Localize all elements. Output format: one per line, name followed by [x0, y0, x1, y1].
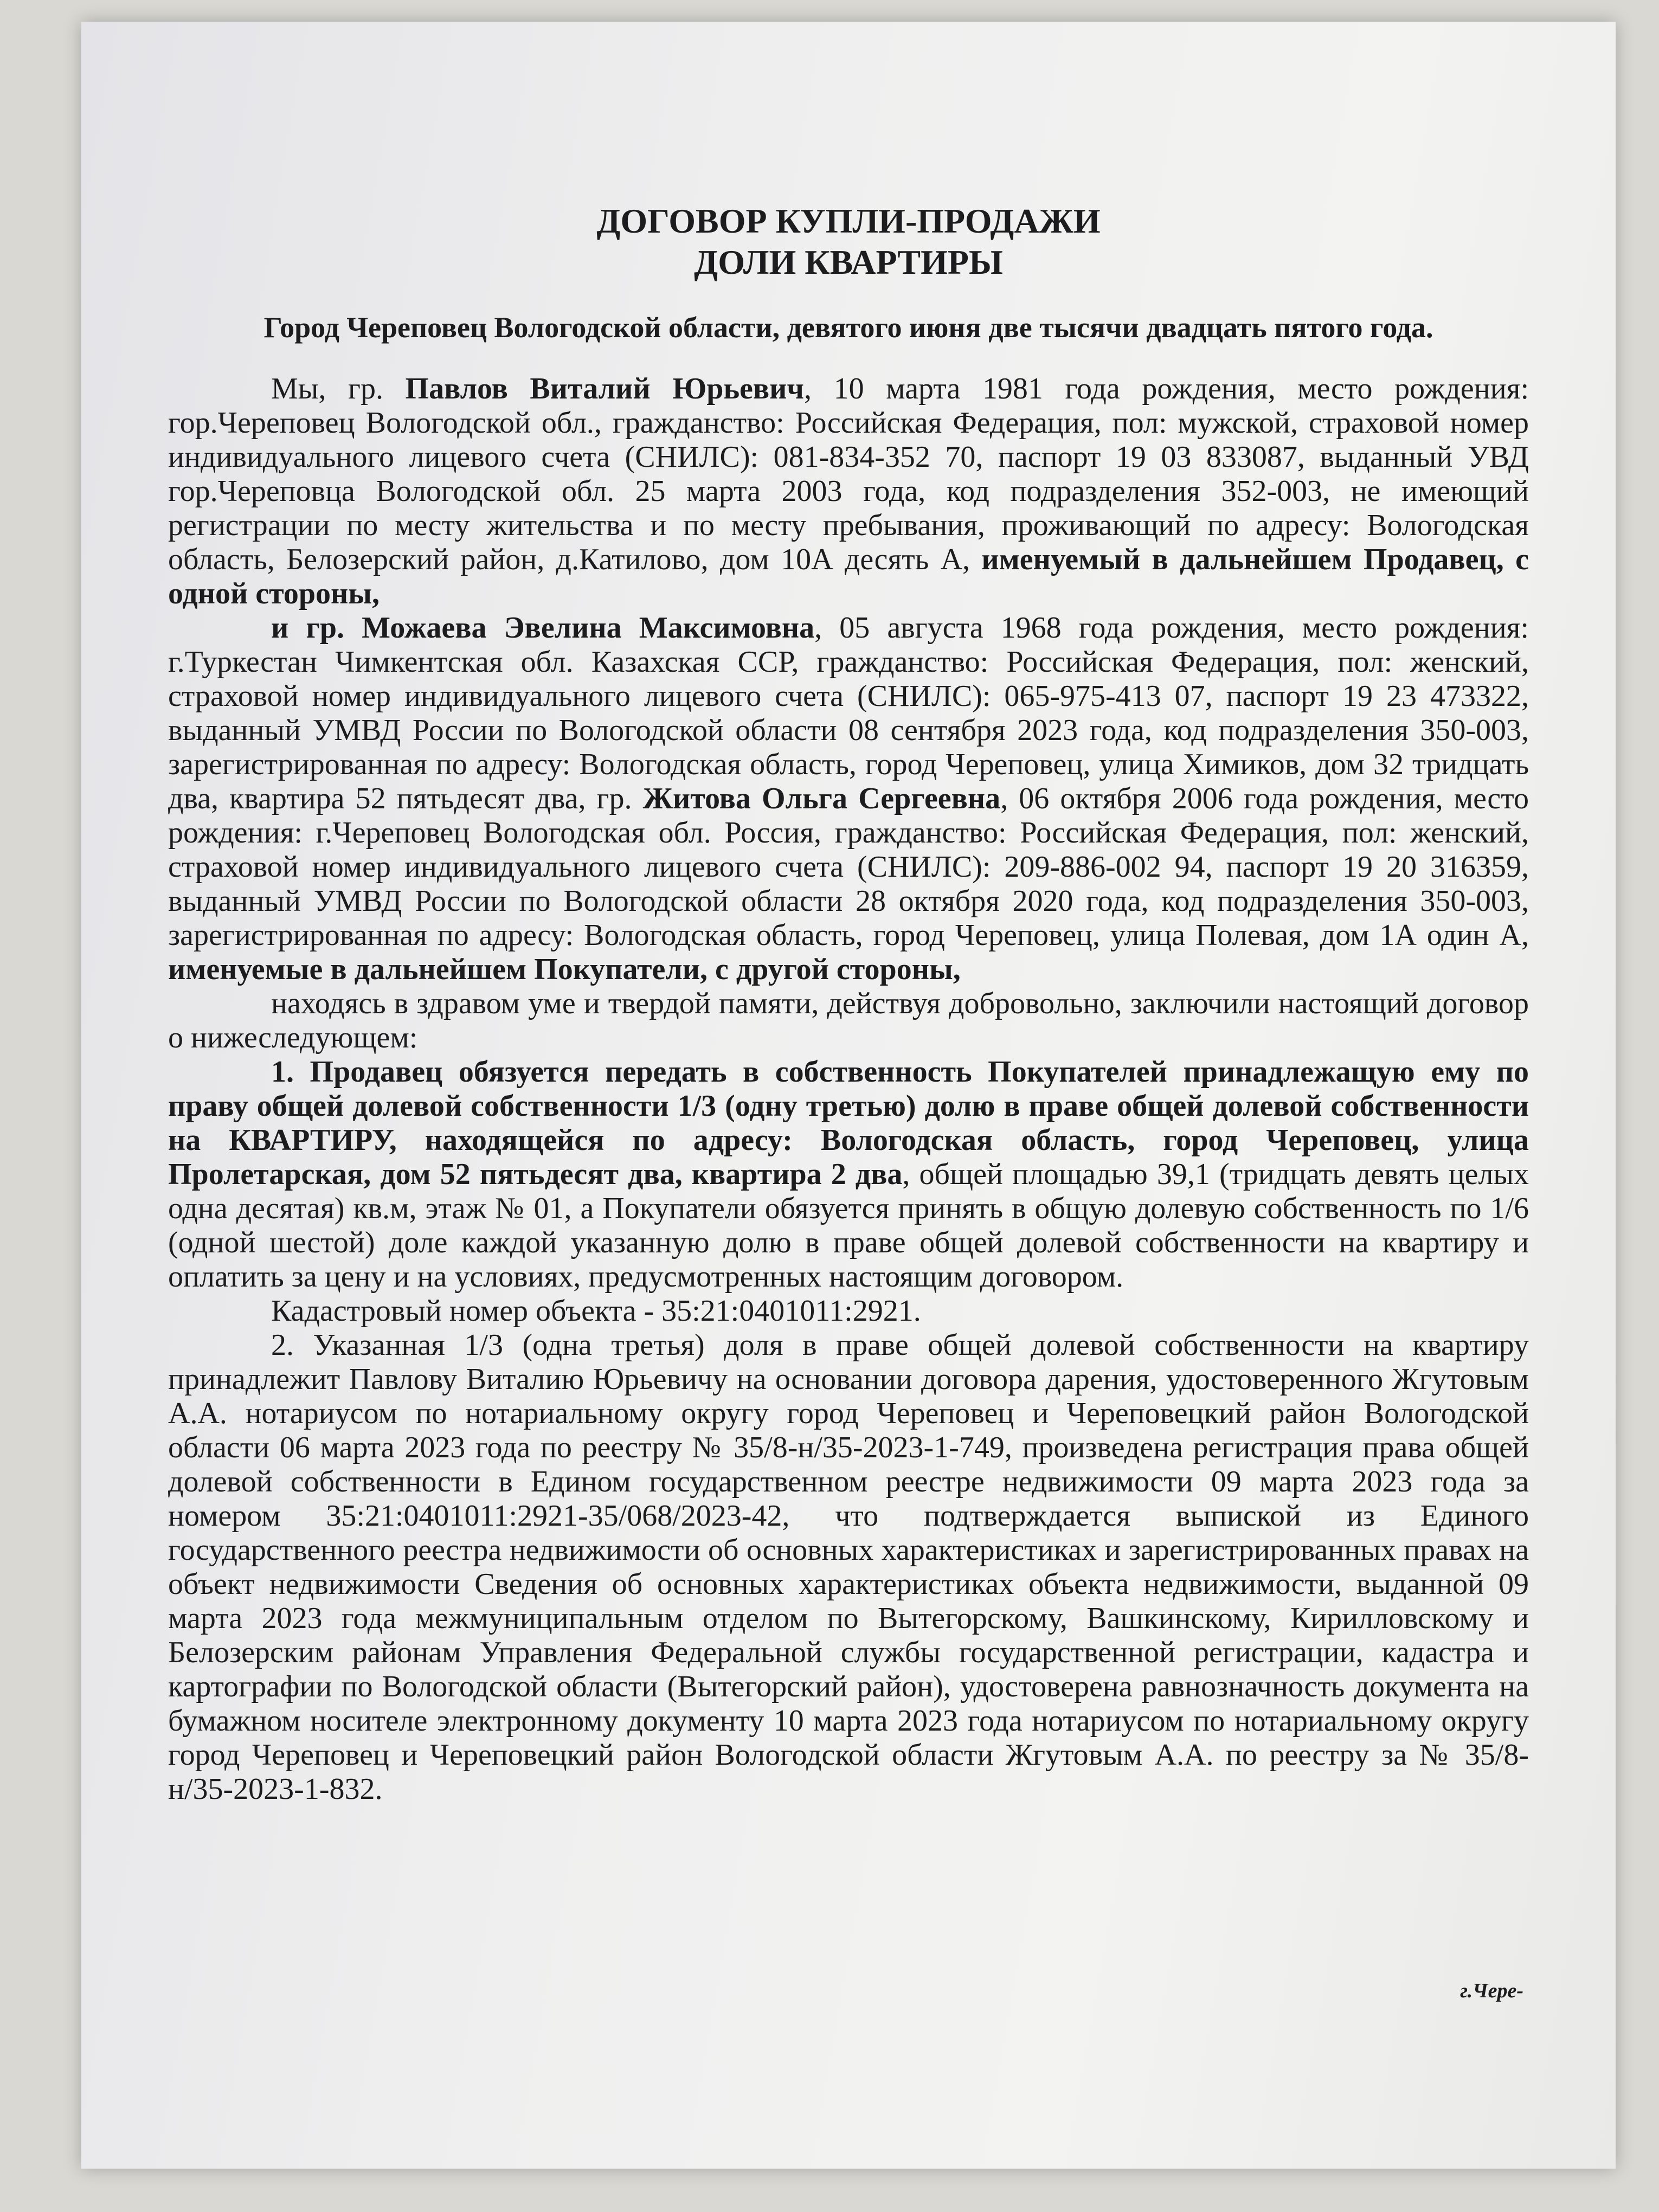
buyer1-name: Можаева Эвелина Максимовна	[362, 611, 815, 645]
cadastral-number: Кадастровый номер объекта - 35:21:0401011:2921.	[271, 1294, 921, 1328]
document-page	[81, 22, 1616, 2169]
clause-2: 2. Указанная 1/3 (одна третья) доля в праве общей долевой собственности на квартиру принадлежит Павлову Виталию Юрьевичу на основании договора дарения, удостоверенного Жгутовым А.А. нотариусом по нотариальному округу город Череповец и Череповецкий район Вологодской области 06 марта 2023 года по реестру № 35/8-н/35-2023-1-749, произведена регистрация права общей долевой собственности в Едином государственном реестре недвижимости 09 марта 2023 года за номером 35:21:0401011:2921-35/068/2023-42, что подтверждается выпиской из Единого государственного реестра недвижимости об основных характеристиках и зарегистрированных правах на объект недвижимости Сведения об основных характеристиках объекта недвижимости, выданной 09 марта 2023 года межмуниципальным отделом по Вытегорскому, Вашкинскому, Кирилловскому и Белозерским районам Управления Федеральной службы государственной регистрации, кадастра и картографии по Вологодской области (Вытегорский район), удостоверена равнозначность документа на бумажном носителе электронному документу 10 марта 2023 года нотариусом по нотариальному округу город Череповец и Череповецкий район Вологодской области Жгутовым А.А. по реестру за № 35/8-н/35-2023-1-832.	[168, 1328, 1529, 1806]
clause-1-text: , общей площадью 39,1 (тридцать девять целых одна десятая) кв.м, этаж № 01, а Покупатели обязуется принять в общую долевую собственность по 1/6 (одной шестой) доле каждой указанную долю в праве общей долевой собственности на квартиру и оплатить за цену и на условиях, предусмотренных настоящим договором.	[168, 1158, 1529, 1294]
buyers-role: именуемые в дальнейшем Покупатели, с другой стороны,	[168, 953, 961, 986]
seller-lead: Мы, гр.	[271, 372, 406, 406]
seller-name: Павлов Виталий Юрьевич	[405, 372, 805, 406]
clause-1-bold: 1. Продавец обязуется передать в собственность Покупателей принадлежащую ему по праву общей долевой собственности 1/3 (одну третью) долю в праве общей долевой собственности на КВАРТИРУ, находящейся по адресу: Вологодская область, город Череповец, улица Пролетарская, дом 52 пятьдесят два, квартира 2 два	[168, 1055, 1529, 1191]
paragraph-seller	[168, 372, 1529, 611]
document-body	[168, 201, 1529, 1806]
document-title	[168, 201, 1529, 283]
city-date-line: Город Череповец Вологодской области, девятого июня две тысячи двадцать пятого года.	[263, 311, 1433, 344]
seller-details: , 10 марта 1981 года рождения, место рождения: гор.Череповец Вологодской обл., гражданство: Российская Федерация, пол: мужской, страховой номер индивидуального лицевого счета (СНИЛС): 081-834-352 70, паспорт 19 03 833087, выданный УВД гор.Череповца Вологодской обл. 25 марта 2003 года, код подразделения 352-003, не имеющий регистрации по месту жительства и по месту пребывания, проживающий по адресу: Вологодская область, Белозерский район, д.Катилово, дом 10А десять А,	[168, 372, 1529, 576]
page-footer-catchword: г.Чере-	[1460, 1979, 1523, 2002]
paragraph-buyers	[168, 611, 1529, 987]
buyer2-name: Житова Ольга Сергеевна	[642, 782, 1001, 815]
buyer1-details: , 05 августа 1968 года рождения, место рождения: г.Туркестан Чимкентская обл. Казахская ССР, гражданство: Российская Федерация, пол: женский, страховой номер индивидуального лицевого счета (СНИЛС): 065-975-413 07, паспорт 19 23 473322, выданный УМВД России по Вологодской области 08 сентября 2023 года, код подразделения 350-003, зарегистрированная по адресу: Вологодская область, город Череповец, улица Химиков, дом 32 тридцать два, квартира 52 пятьдесят два, гр.	[168, 611, 1529, 815]
buyer2-details: , 06 октября 2006 года рождения, место рождения: г.Череповец Вологодская обл. Россия, гражданство: Российская Федерация, пол: женский, страховой номер индивидуального лицевого счета (СНИЛС): 209-886-002 94, паспорт 19 20 316359, выданный УМВД России по Вологодской области 28 октября 2020 года, код подразделения 350-003, зарегистрированная по адресу: Вологодская область, город Череповец, улица Полевая, дом 1А один А,	[168, 782, 1529, 952]
buyers-lead: и гр.	[271, 611, 362, 645]
title-line-2: ДОЛИ КВАРТИРЫ	[694, 243, 1003, 281]
paragraph-agreement: находясь в здравом уме и твердой памяти, действуя добровольно, заключили настоящий договор о нижеследующем:	[168, 987, 1529, 1054]
bleed-through-text	[152, 27, 1561, 190]
clause-1	[168, 1055, 1529, 1294]
title-line-1: ДОГОВОР КУПЛИ-ПРОДАЖИ	[596, 202, 1101, 240]
seller-role: именуемый в дальнейшем Продавец, с одной стороны,	[168, 543, 1529, 610]
